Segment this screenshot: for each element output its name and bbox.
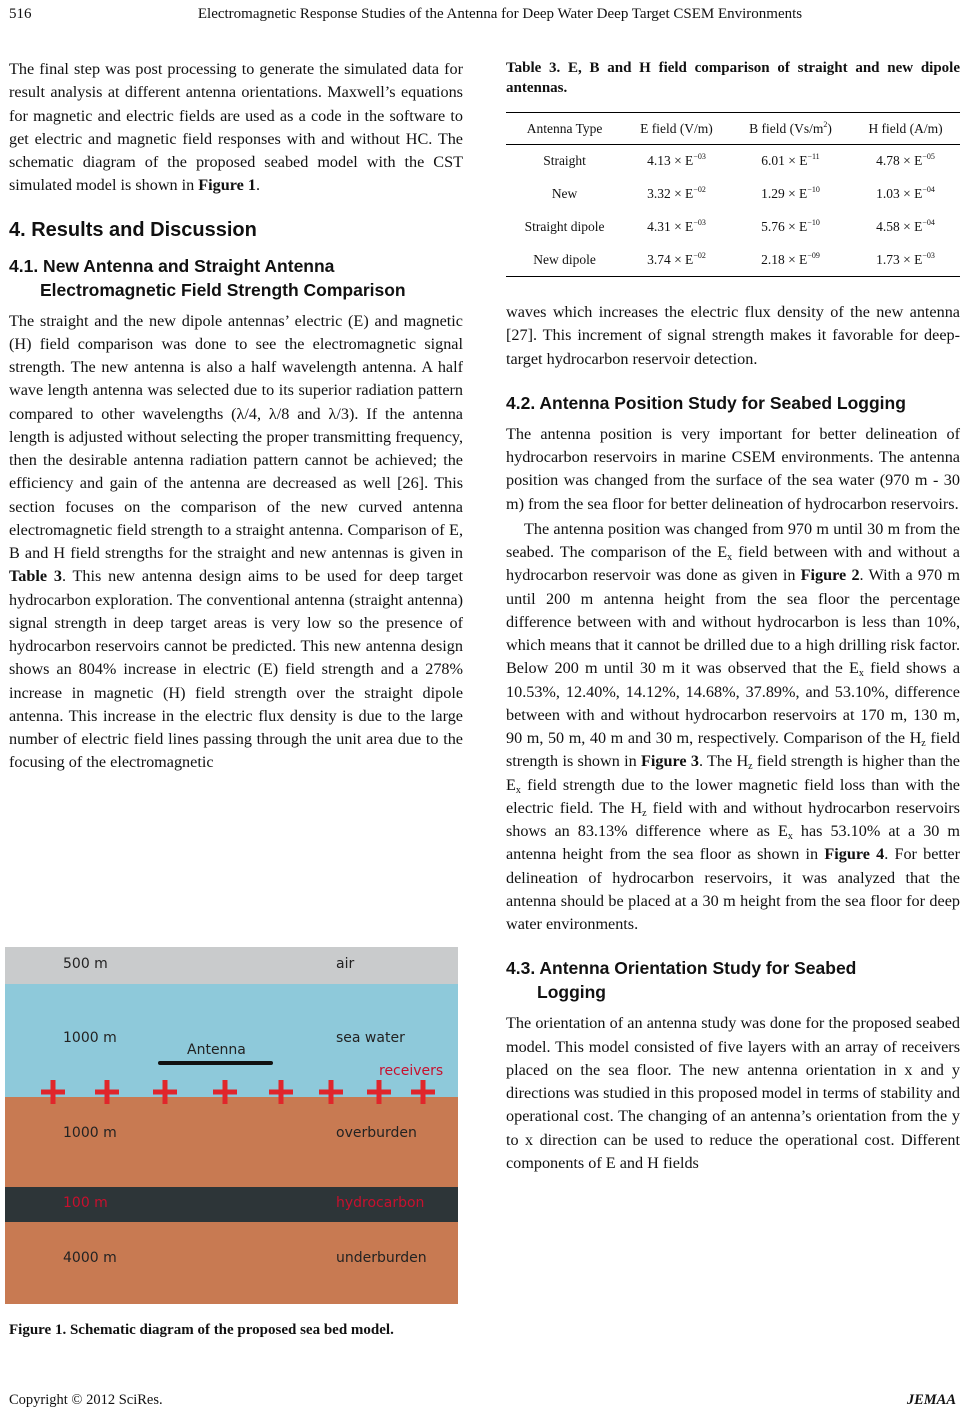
figure-3-ref[interactable]: Figure 3 — [641, 752, 699, 771]
page-number: 516 — [9, 6, 32, 22]
paragraph-intro: The final step was post processing to generate the simulated data for result analysis at different antenna orientations. Maxwell’s equations for magnetic and electric fields are used as a code in the software to get electric and magnetic field responses with and without HC. The schematic diagram of the proposed seabed model with the CST simulated model is shown in Figure 1. — [9, 60, 463, 195]
paragraph-4-3: The orientation of an antenna study was done for the proposed seabed model. This model consisted of five layers with an array of receivers placed on the sea floor. The new antenna orientation in x and y directions was studied in this proposed model in terms of stability and operational cost. The changing of an antenna’s orientation from the y to x direction can be used to reduce the operational cost. Different components of E and H fields — [506, 1014, 960, 1172]
table-3-ref[interactable]: Table 3 — [9, 567, 62, 586]
layer-overburden — [5, 1097, 458, 1187]
table-row: New $3.32 \times E^{-02}$ $1.29 \times E^{-10}$ $1.03 \times E^{-04}$ — [551, 185, 935, 201]
col-e-field: E field (V/m) — [623, 113, 730, 145]
table-3-caption: Table 3. E, B and H field comparison of straight and new dipole antennas. — [506, 60, 960, 96]
table-header-row — [506, 113, 960, 145]
subsection-4-2-heading: 4.2. Antenna Position Study for Seabed Logging — [506, 392, 906, 413]
table-3 — [506, 112, 960, 277]
paragraph-continuation: waves which increases the electric flux density of the new antenna [27]. This increment of signal strength makes it favorable for deep-target hydrocarbon reservoir detection. — [506, 303, 960, 368]
table-row: Straight $4.13 \times E^{-03}$ $6.01 \times E^{-11}$ $4.78 \times E^{-05}$ — [543, 152, 935, 169]
figure-1-caption: Figure 1. Schematic diagram of the proposed sea bed model. — [9, 1322, 394, 1338]
figure-2-ref[interactable]: Figure 2 — [800, 566, 860, 585]
hydrocarbon-thickness: 100 m — [63, 1195, 108, 1211]
receivers-label: receivers — [379, 1063, 444, 1079]
paragraph-4-1: The straight and the new dipole antennas’ electric (E) and magnetic (H) field comparison was done to see the electromagnetic signal strength. The new antenna is also a half wavelength antenna. A half wave length antenna was selected due to its superior radiation pattern compared to other wavelengths (λ/4, λ/8 and λ/3). If the antenna length is adjusted without selecting the proper transmitting frequency, then the desirable antenna radiation pattern cannot be achieved; the efficiency and gain of the antenna are decreased as well [26]. This section focuses on the comparison of the new curved antenna electromagnetic field strength to a straight antenna. Comparison of E, B and H field strengths for the straight and new antennas is given in Table 3. This new antenna design aims to be used for deep target hydrocarbon exploration. The conventional antenna (straight antenna) signal strength in deep target areas is very low so the presence of hydrocarbon reservoirs cannot be predicted. This new antenna design shows an 804% increase in electric (E) field strength and a 278% increase in magnetic (H) field strength over the straight dipole antenna. This increase in the electric flux density is due to the large number of electric field lines passing through the unit area due to the focusing of the electromagnetic — [9, 311, 463, 772]
table-row: New dipole $3.74 \times E^{-02}$ $2.18 \times E^{-09}$ $1.73 \times E^{-03}$ — [506, 244, 960, 277]
right-column — [506, 58, 960, 1175]
table-row: Straight dipole $4.31 \times E^{-03}$ $5.76 \times E^{-10}$ $4.58 \times E^{-04}$ — [524, 218, 935, 234]
journal-name: JEMAA — [906, 1392, 956, 1408]
antenna-label: Antenna — [187, 1042, 246, 1058]
col-h-field: H field (A/m) — [851, 113, 960, 145]
sea-water-thickness: 1000 m — [63, 1030, 117, 1046]
air-thickness: 500 m — [63, 956, 108, 972]
overburden-thickness: 1000 m — [63, 1125, 117, 1141]
air-label: air — [336, 956, 355, 972]
figure-4-ref[interactable]: Figure 4 — [824, 845, 885, 864]
paragraph-4-2-a: The antenna position is very important for better delineation of hydrocarbon reservoirs in marine CSEM environments. The antenna position was changed from the surface of the sea water (970 m - 30 m) from the sea floor for better delineation of hydrocarbon reservoirs. — [506, 424, 960, 513]
subsection-4-1-heading: 4.1. New Antenna and Straight Antenna Electromagnetic Field Strength Comparison — [9, 255, 406, 300]
section-4-heading: 4. Results and Discussion — [9, 218, 257, 241]
figure-1-ref[interactable]: Figure 1 — [198, 176, 256, 195]
hydrocarbon-label: hydrocarbon — [336, 1195, 425, 1211]
sea-water-label: sea water — [336, 1030, 405, 1046]
left-column — [9, 58, 463, 775]
col-b-field: B field $(Vs/m^2)$ — [730, 113, 851, 145]
copyright: Copyright © 2012 SciRes. — [9, 1392, 163, 1408]
col-antenna-type: Antenna Type — [506, 113, 623, 145]
paragraph-4-2-b: The antenna position was changed from 970 m until 30 m from the seabed. The comparison of the $E_x$ field between with and without a hydrocarbon reservoir was done as given in Figure 2. With a 970 m until 200 m antenna height from the sea floor the percentage difference between with and without hydrocarbon is less than 10%, which means that it cannot be drilled due to a high drilling risk factor. Below 200 m until 30 m it was observed that the $E_x$ field shows a 10.53%, 12.40%, 14.12%, 14.68%, 37.89%, and 53.10%, difference between with and without hydrocarbon reservoirs at 170 m, 130 m, 90 m, 50 m, 40 m and 30 m, respectively. Comparison of the $H_z$ field strength is shown in Figure 3. The $H_z$ field strength is higher than the $E_x$ field strength due to the lower magnetic field loss than with the electric field. The $H_z$ field with and without hydrocarbon reservoirs shows an 83.13% difference where as $E_x$ has 53.10% at a 30 m antenna height from the sea floor as shown in Figure 4. For better delineation of hydrocarbon reservoirs, it was analyzed that the antenna should be placed at a 30 m height from the sea floor for deep water environments. — [506, 519, 961, 933]
subsection-4-3-heading: 4.3. Antenna Orientation Study for Seabed Logging — [506, 958, 857, 1003]
page-header — [0, 6, 966, 26]
figure-1-seabed-model — [5, 947, 458, 1304]
underburden-label: underburden — [336, 1250, 427, 1266]
running-title: Electromagnetic Response Studies of the Antenna for Deep Water Deep Target CSEM Environments — [197, 6, 803, 22]
underburden-thickness: 4000 m — [63, 1250, 117, 1266]
overburden-label: overburden — [336, 1125, 417, 1141]
